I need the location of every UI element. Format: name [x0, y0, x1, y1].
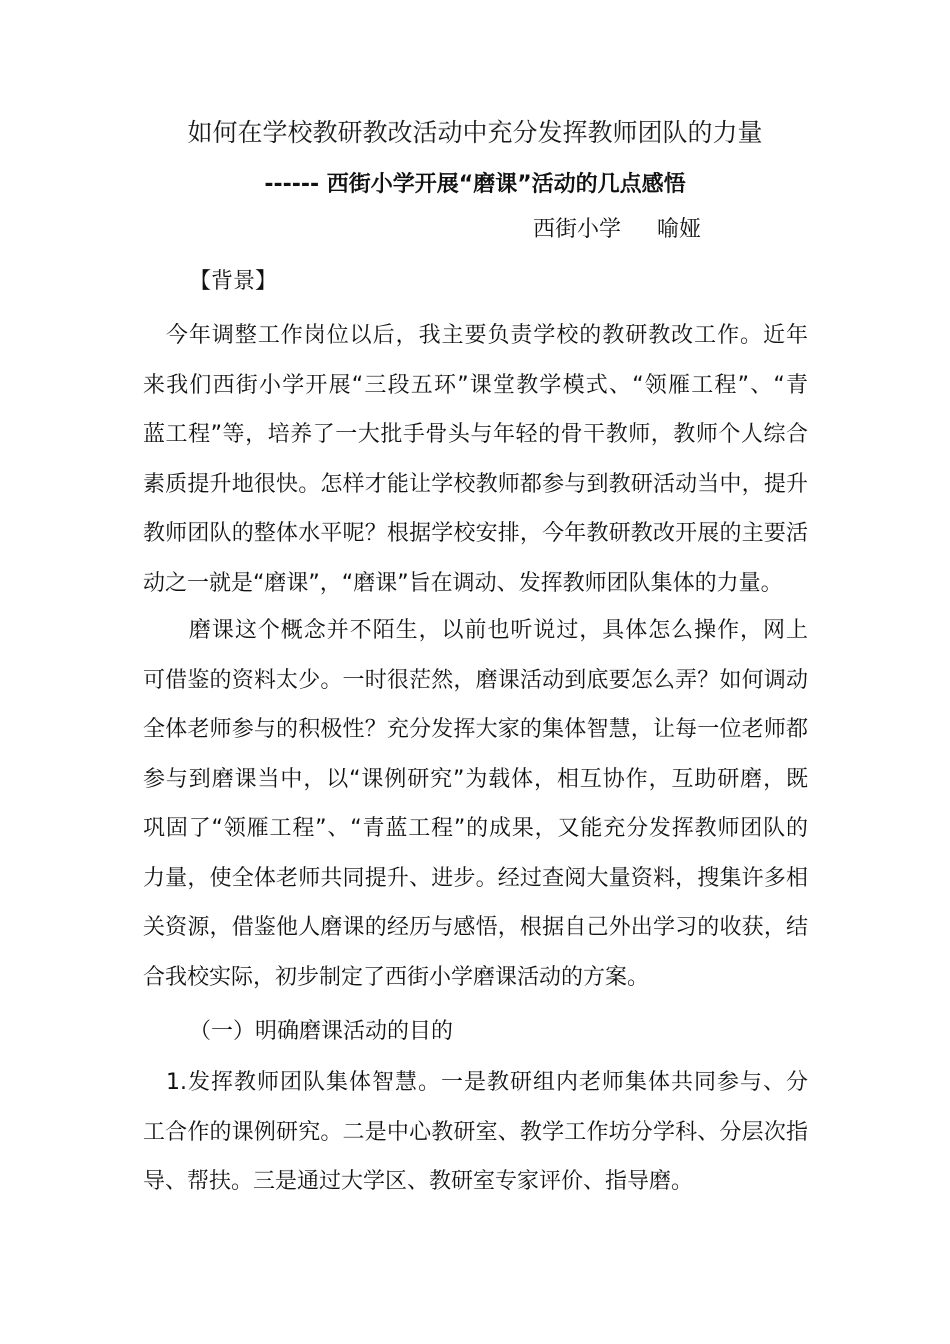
text-line: 1.发挥教师团队集体智慧。一是教研组内老师集体共同参与、分 [143, 1070, 808, 1095]
text-line: 导、帮扶。三是通过大学区、教研室专家评价、指导磨。 [143, 1169, 694, 1194]
author-line [533, 212, 701, 248]
text-line: 动之一就是“磨课”，“磨课”旨在调动、发挥教师团队集体的力量。 [143, 570, 783, 596]
text-line: 教师团队的整体水平呢？根据学校安排，今年教研教改开展的主要活 [143, 521, 808, 546]
text-line: 素质提升地很快。怎样才能让学校教师都参与到教研活动当中，提升 [143, 471, 808, 497]
text-line: 磨课这个概念并不陌生，以前也听说过，具体怎么操作，网上 [143, 618, 808, 643]
text-line: 今年调整工作岗位以后，我主要负责学校的教研教改工作。近年 [143, 323, 808, 348]
text-line: 巩固了“领雁工程”、“青蓝工程”的成果，又能充分发挥教师团队的 [143, 816, 808, 841]
text-line: 工合作的课例研究。二是中心教研室、教学工作坊分学科、分层次指 [143, 1119, 808, 1145]
paragraph-purpose-1 [143, 1058, 808, 1207]
text-line: 合我校实际，初步制定了西街小学磨课活动的方案。 [143, 964, 650, 990]
text-line: 来我们西街小学开展“三段五环”课堂教学模式、“领雁工程”、“青 [143, 372, 808, 398]
text-line: 全体老师参与的积极性？充分发挥大家的集体智慧，让每一位老师都 [143, 717, 808, 742]
document-subtitle: ------ 西街小学开展“磨课”活动的几点感悟 [264, 172, 686, 197]
paragraph-background-2 [143, 606, 808, 1002]
section-background-heading: 【背景】 [189, 269, 278, 294]
text-line: 蓝工程”等，培养了一大批手骨头与年轻的骨干教师，教师个人综合 [143, 422, 808, 447]
text-line: 可借鉴的资料太少。一时很茫然，磨课活动到底要怎么弄？如何调动 [143, 667, 808, 693]
author-name: 喻娅 [657, 217, 702, 242]
section-heading-purpose: （一）明确磨课活动的目的 [189, 1019, 454, 1044]
paragraph-background-1 [143, 311, 808, 608]
document-title: 如何在学校教研教改活动中充分发挥教师团队的力量 [187, 118, 763, 147]
text-line: 参与到磨课当中，以“课例研究”为载体，相互协作，互助研磨，既 [143, 766, 808, 792]
author-school: 西街小学 [533, 217, 622, 242]
text-line: 力量，使全体老师共同提升、进步。经过查阅大量资料，搜集许多相 [143, 865, 808, 891]
text-line: 关资源，借鉴他人磨课的经历与感悟，根据自己外出学习的收获，结 [143, 915, 808, 940]
